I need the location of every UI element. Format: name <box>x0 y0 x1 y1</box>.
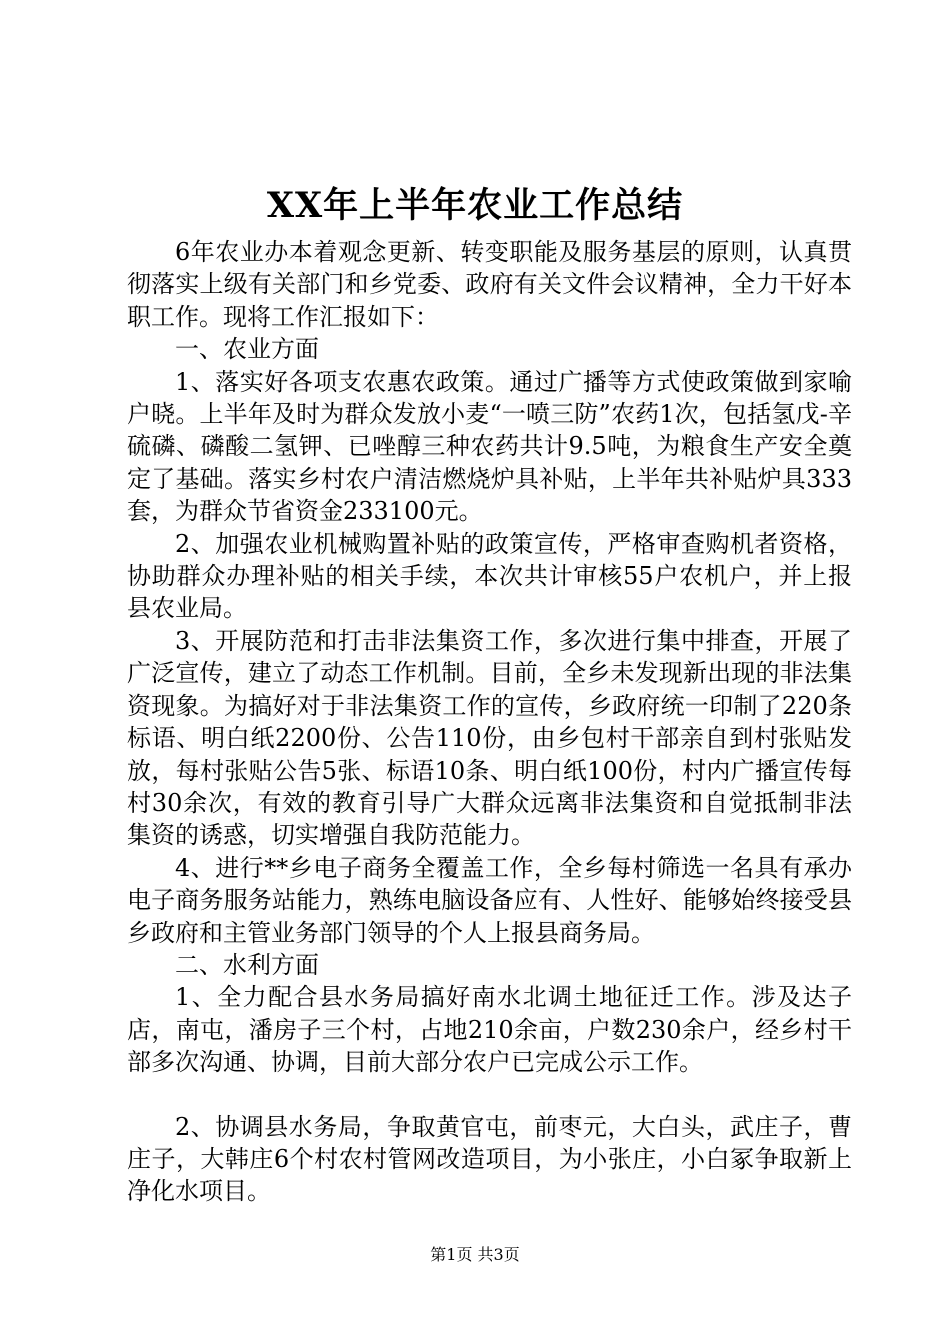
water-item-1: 1、全力配合县水务局搞好南水北调土地征迁工作。涉及达子店，南屯，潘房子三个村，占地210余亩，户数230余户，经乡村干部多次沟通、协调，目前大部分农户已完成公示工作。 <box>127 983 852 1077</box>
section-heading-agriculture: 一、农业方面 <box>175 335 319 364</box>
agriculture-item-3: 3、开展防范和打击非法集资工作，多次进行集中排查，开展了广泛宣传，建立了动态工作机制。目前，全乡未发现新出现的非法集资现象。为搞好对于非法集资工作的宣传，乡政府统一印制了220条标语、明白纸2200份、公告110份，由乡包村干部亲自到村张贴发放，每村张贴公告5张、标语10条、明白纸100份，村内广播宣传每村30余次，有效的教育引导广大群众远离非法集资和自觉抵制非法集资的诱惑，切实增强自我防范能力。 <box>127 626 852 850</box>
agriculture-item-2: 2、加强农业机械购置补贴的政策宣传，严格审查购机者资格，协助群众办理补贴的相关手续，本次共计审核55户农机户，并上报县农业局。 <box>127 529 852 623</box>
document-title: XX年上半年农业工作总结 <box>266 185 684 226</box>
document-body <box>127 236 852 1208</box>
page-footer: 第1页 共3页 <box>430 1245 520 1264</box>
section-heading-water: 二、水利方面 <box>175 950 319 979</box>
water-item-2: 2、协调县水务局，争取黄官屯，前枣元，大白头，武庄子，曹庄子，大韩庄6个村农村管网改造项目，为小张庄，小白冢争取新上净化水项目。 <box>127 1112 852 1206</box>
agriculture-item-4: 4、进行**乡电子商务全覆盖工作，全乡每村筛选一名具有承办电子商务服务站能力，熟练电脑设备应有、人性好、能够始终接受县乡政府和主管业务部门领导的个人上报县商务局。 <box>127 853 852 947</box>
intro-paragraph: 6年农业办本着观念更新、转变职能及服务基层的原则，认真贯彻落实上级有关部门和乡党委、政府有关文件会议精神，全力干好本职工作。现将工作汇报如下： <box>127 238 852 331</box>
agriculture-item-1: 1、落实好各项支农惠农政策。通过广播等方式使政策做到家喻户晓。上半年及时为群众发放小麦“一喷三防”农药1次，包括氢戊-辛硫磷、磷酸二氢钾、已唑醇三种农药共计9.5吨，为粮食生产安全奠定了基础。落实乡村农户清洁燃烧炉具补贴，上半年共补贴炉具333套，为群众节省资金233100元。 <box>127 367 852 526</box>
